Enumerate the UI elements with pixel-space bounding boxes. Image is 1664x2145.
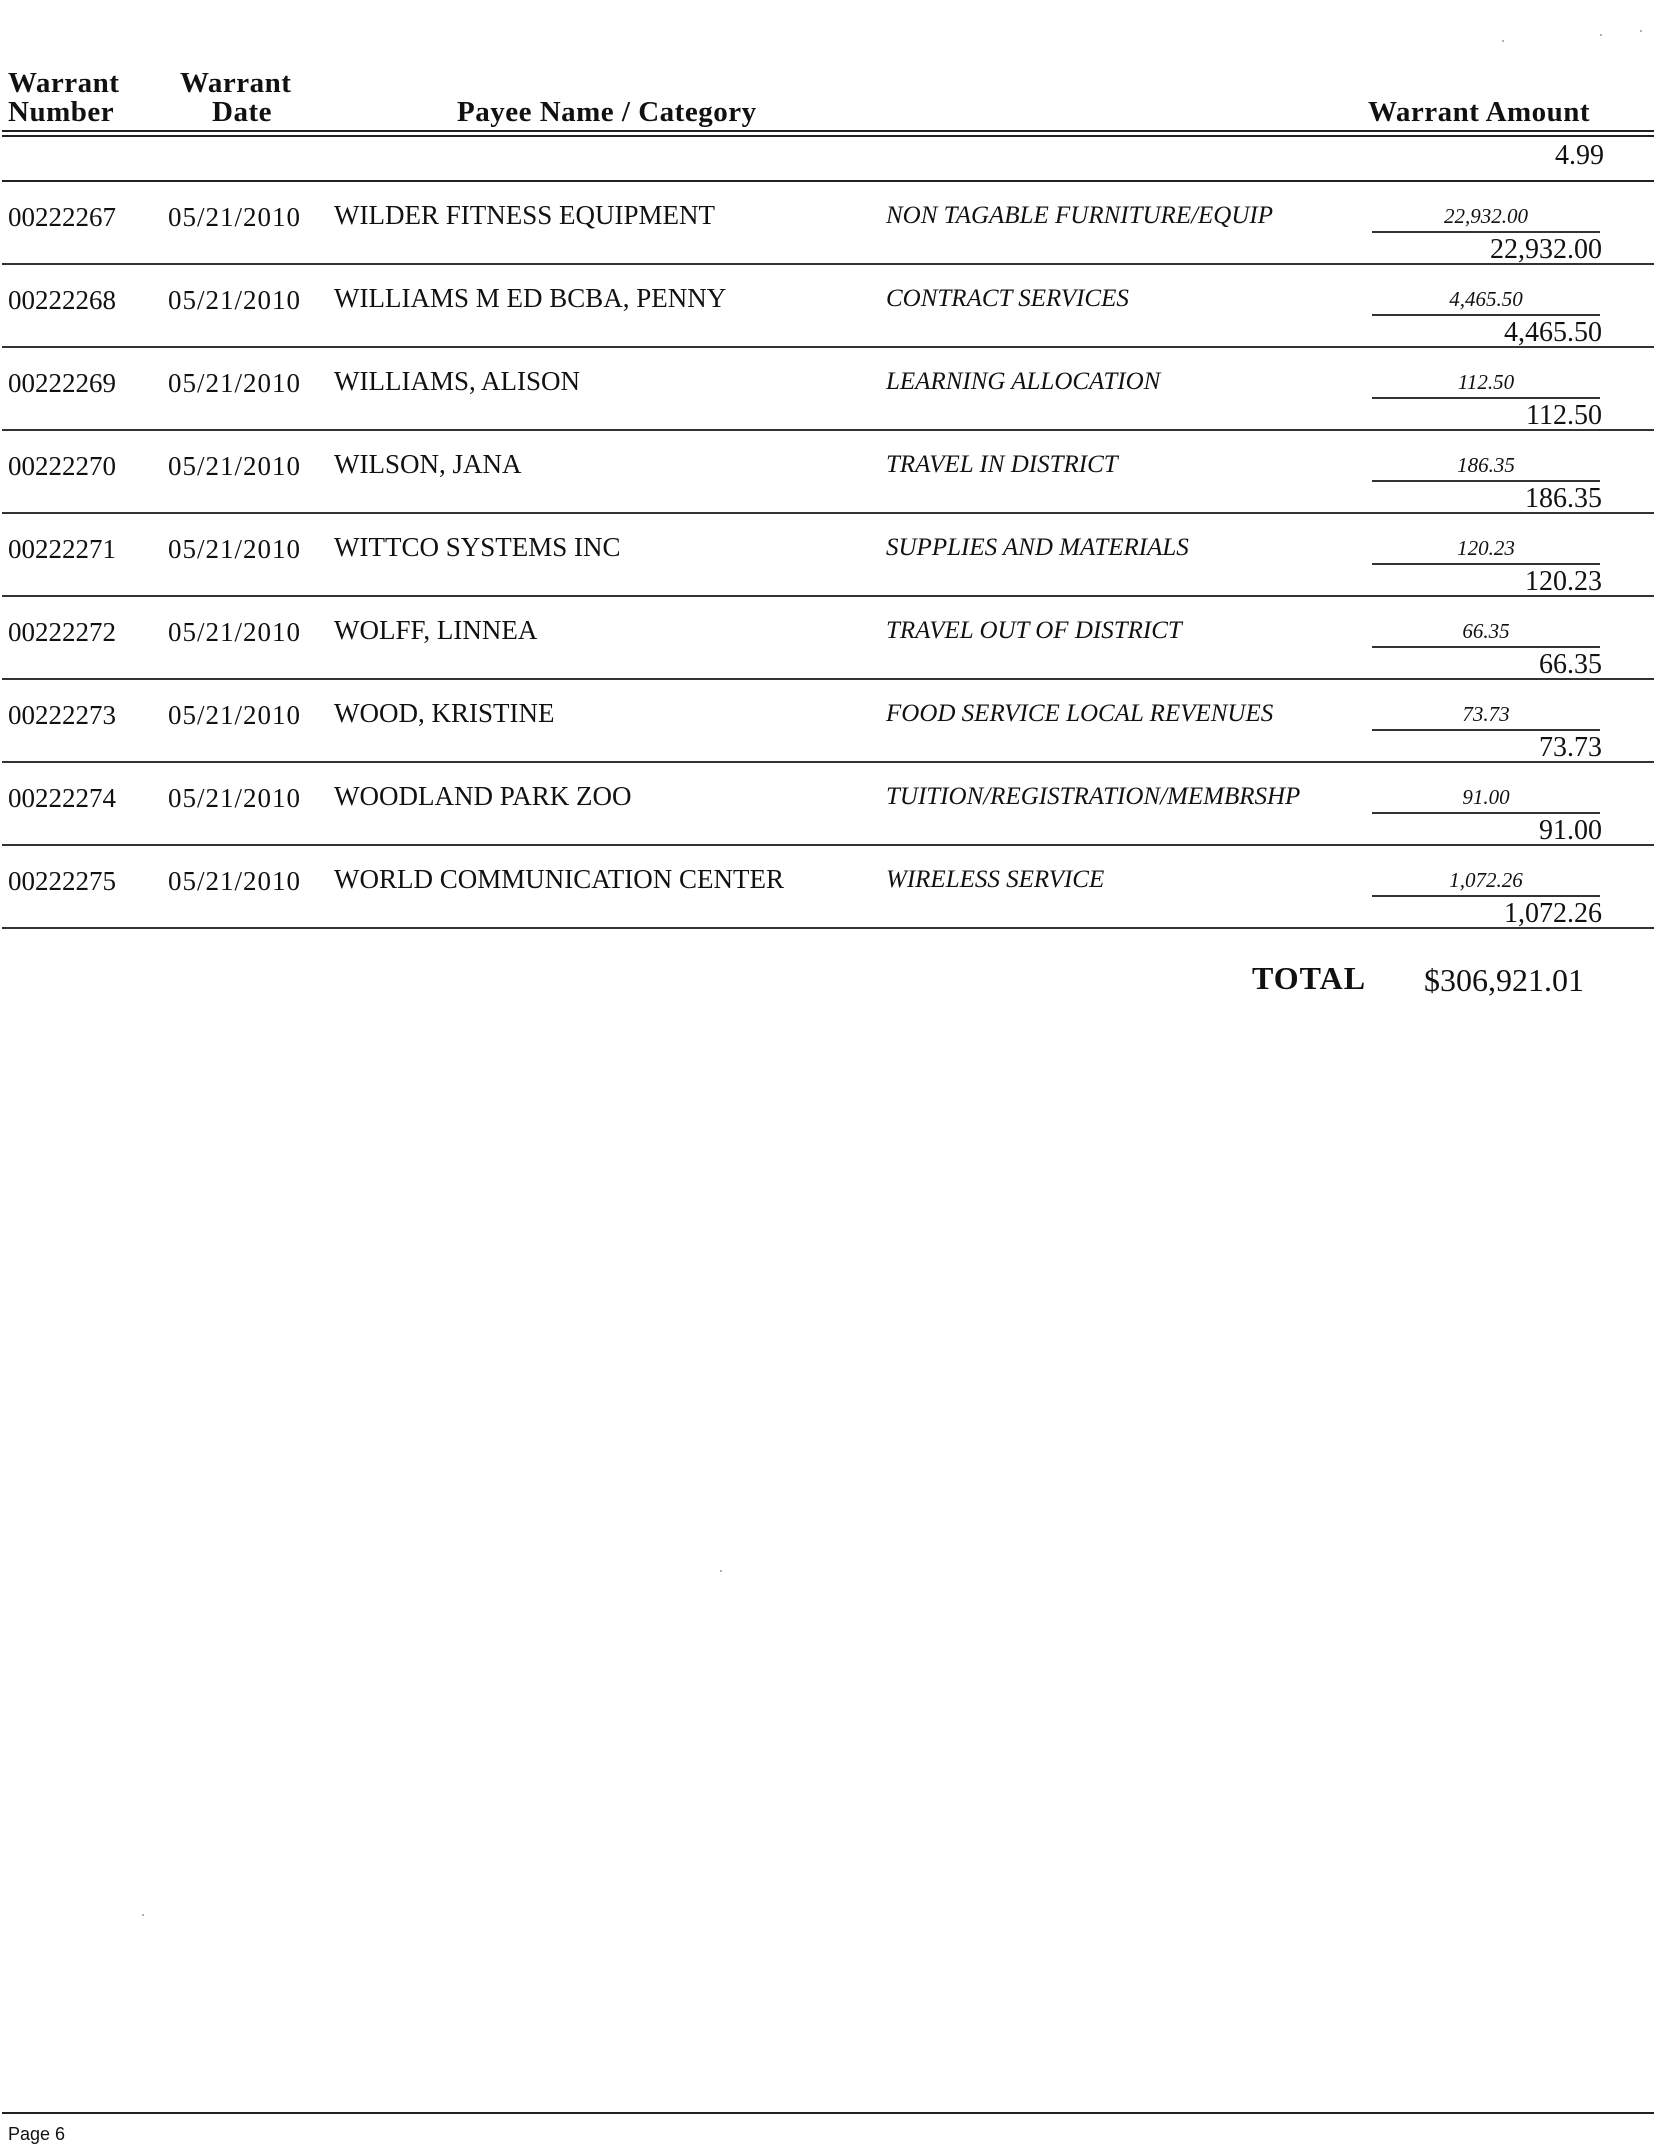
warrant-amount: 22,932.00 [1490,234,1602,265]
header-payee-category: Payee Name / Category [457,96,757,128]
warrant-amount: 120.23 [1525,566,1602,597]
payee-name: WOLFF, LINNEA [334,615,538,645]
payee-name: WILSON, JANA [334,449,522,479]
payee-category: FOOD SERVICE LOCAL REVENUES [886,700,1274,727]
header-rule-bottom [2,135,1654,137]
warrant-date: 05/21/2010 [168,451,302,481]
table-row [0,680,1664,763]
warrant-date: 05/21/2010 [168,700,302,730]
scan-speck [1502,40,1504,42]
payee-category: TUITION/REGISTRATION/MEMBRSHP [886,783,1301,810]
warrant-number: 00222267 [8,202,116,232]
payee-category: WIRELESS SERVICE [886,866,1105,893]
scan-speck [1600,34,1602,36]
warrant-amount: 4,465.50 [1504,317,1602,348]
table-row [0,265,1664,348]
header-rule-top [2,130,1654,132]
category-amount: 4,465.50 [1372,287,1600,316]
warrant-date: 05/21/2010 [168,285,302,315]
warrant-date: 05/21/2010 [168,534,302,564]
warrant-amount: 186.35 [1525,483,1602,514]
warrant-number: 00222274 [8,783,116,813]
total-value: $306,921.01 [1424,962,1584,998]
scan-speck [1640,30,1642,32]
header-warrant-number-line2: Number [8,96,115,128]
table-row [0,846,1664,929]
table-row [0,597,1664,680]
warrant-amount: 1,072.26 [1504,898,1602,929]
category-amount: 91.00 [1372,785,1600,814]
payee-name: WOODLAND PARK ZOO [334,781,632,811]
warrant-date: 05/21/2010 [168,202,302,232]
warrant-number: 00222273 [8,700,116,730]
warrant-number: 00222271 [8,534,116,564]
page-number: Page 6 [8,2124,66,2144]
payee-category: SUPPLIES AND MATERIALS [886,534,1189,561]
category-amount: 73.73 [1372,702,1600,731]
payee-name: WILDER FITNESS EQUIPMENT [334,200,715,230]
header-warrant-number-line1: Warrant [8,67,120,99]
payee-name: WORLD COMMUNICATION CENTER [334,864,784,894]
warrant-amount: 66.35 [1539,649,1602,680]
warrant-amount: 73.73 [1539,732,1602,763]
footer-rule [2,2112,1654,2114]
warrant-number: 00222272 [8,617,116,647]
payee-name: WILLIAMS, ALISON [334,366,580,396]
warrant-amount: 112.50 [1526,400,1602,431]
table-row [0,182,1664,265]
category-amount: 120.23 [1372,536,1600,565]
warrant-number: 00222270 [8,451,116,481]
header-warrant-date-line2: Date [212,96,272,128]
payee-name: WITTCO SYSTEMS INC [334,532,621,562]
scan-speck [142,1914,144,1916]
payee-category: LEARNING ALLOCATION [886,368,1161,395]
payee-category: TRAVEL OUT OF DISTRICT [886,617,1182,644]
carryover-amount: 4.99 [1555,140,1604,171]
category-amount: 186.35 [1372,453,1600,482]
payee-name: WOOD, KRISTINE [334,698,555,728]
warrant-amount: 91.00 [1539,815,1602,846]
category-amount: 1,072.26 [1372,868,1600,897]
category-amount: 66.35 [1372,619,1600,648]
payee-category: CONTRACT SERVICES [886,285,1129,312]
header-warrant-amount: Warrant Amount [1368,96,1591,128]
table-row [0,348,1664,431]
total-label: TOTAL [1252,960,1367,996]
payee-category: TRAVEL IN DISTRICT [886,451,1118,478]
warrant-number: 00222269 [8,368,116,398]
warrant-date: 05/21/2010 [168,368,302,398]
category-amount: 22,932.00 [1372,204,1600,233]
table-row [0,763,1664,846]
warrant-date: 05/21/2010 [168,617,302,647]
payee-category: NON TAGABLE FURNITURE/EQUIP [886,202,1274,229]
payee-name: WILLIAMS M ED BCBA, PENNY [334,283,727,313]
category-amount: 112.50 [1372,370,1600,399]
header-warrant-date-line1: Warrant [180,67,292,99]
row-divider [2,927,1654,929]
table-row [0,514,1664,597]
warrant-number: 00222275 [8,866,116,896]
scan-speck [720,1570,722,1572]
warrant-date: 05/21/2010 [168,866,302,896]
warrant-number: 00222268 [8,285,116,315]
warrant-date: 05/21/2010 [168,783,302,813]
table-row [0,431,1664,514]
